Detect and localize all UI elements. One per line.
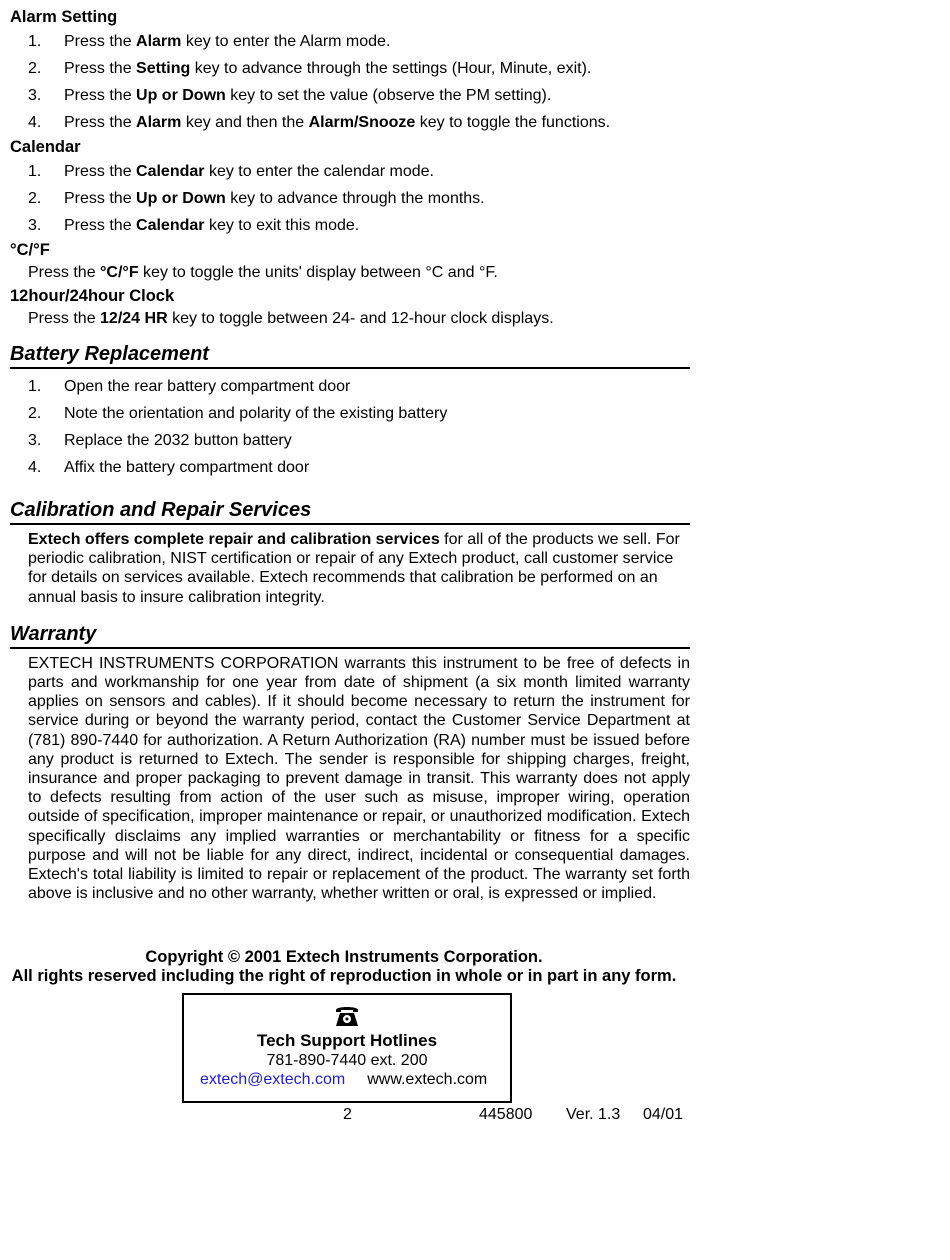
step-text: key to exit this mode. bbox=[204, 217, 360, 234]
support-title: Tech Support Hotlines bbox=[256, 1031, 438, 1050]
telephone-icon bbox=[333, 1001, 361, 1029]
step-number: 1. bbox=[28, 33, 42, 50]
step-text: key to enter the Alarm mode. bbox=[181, 33, 391, 50]
warranty-heading: Warranty bbox=[10, 621, 690, 649]
step-text: key to toggle the functions. bbox=[415, 114, 611, 131]
list-item bbox=[10, 158, 690, 185]
step-number: 2. bbox=[28, 60, 42, 77]
tech-support-box bbox=[182, 993, 512, 1103]
step-text: Press the bbox=[64, 33, 137, 50]
model-number: 445800 bbox=[479, 1106, 533, 1123]
calendar-steps-list bbox=[10, 158, 690, 239]
list-item bbox=[10, 427, 690, 454]
key-name: Up or Down bbox=[136, 87, 226, 104]
calibration-lead: Extech offers complete repair and calibration services bbox=[28, 531, 440, 548]
rights-line: All rights reserved including the right of reproduction in whole or in part in any form. bbox=[11, 967, 677, 985]
instruction-text: key to toggle between 24- and 12-hour clock displays. bbox=[167, 310, 554, 327]
step-text: Press the bbox=[64, 163, 137, 180]
step-text: key and then the bbox=[181, 114, 309, 131]
clock-heading: 12hour/24hour Clock bbox=[10, 287, 175, 305]
revision-date: 04/01 bbox=[643, 1106, 684, 1123]
step-text: Press the bbox=[64, 60, 137, 77]
step-text: key to enter the calendar mode. bbox=[204, 163, 434, 180]
calibration-heading: Calibration and Repair Services bbox=[10, 497, 690, 525]
support-phone: 781-890-7440 ext. 200 bbox=[266, 1052, 428, 1069]
instruction-text: Press the bbox=[28, 310, 101, 327]
units-heading: °C/°F bbox=[10, 241, 50, 259]
calendar-heading: Calendar bbox=[10, 138, 81, 156]
support-contacts bbox=[184, 1070, 510, 1089]
list-item bbox=[10, 55, 690, 82]
list-item bbox=[10, 82, 690, 109]
step-text: key to advance through the months. bbox=[225, 190, 485, 207]
list-item bbox=[10, 109, 690, 136]
key-name: Alarm/Snooze bbox=[308, 114, 416, 131]
step-text: Replace the 2032 button battery bbox=[64, 432, 292, 449]
step-text: key to advance through the settings (Hour, Minute, exit). bbox=[190, 60, 592, 77]
list-item bbox=[10, 373, 690, 400]
step-number: 1. bbox=[28, 163, 42, 180]
list-item bbox=[10, 400, 690, 427]
step-number: 3. bbox=[28, 87, 42, 104]
step-text: Note the orientation and polarity of the existing battery bbox=[64, 405, 448, 422]
list-item bbox=[10, 454, 690, 481]
step-text: Press the bbox=[64, 114, 137, 131]
step-text: Press the bbox=[64, 217, 137, 234]
warranty-paragraph: EXTECH INSTRUMENTS CORPORATION warrants this instrument to be free of defects in parts and workmanship for one year from date of shipment (a six month limited warranty applies on sensors and cables). If it should become necessary to return the instrument for service during or beyond the warranty period, contact the Customer Service Department at (781) 890-7440 for authorization. A Return Authorization (RA) number must be issued before any product is returned to Extech. The sender is responsible for shipping charges, freight, insurance and proper packaging to prevent damage in transit. This warranty does not apply to defects resulting from action of the user such as misuse, improper wiring, operation outside of specification, improper maintenance or repair, or unauthorized modification. Extech specifically disclaims any implied warranties or merchantability or fitness for a specific purpose and will not be liable for any direct, indirect, incidental or consequential damages. Extech's total liability is limited to repair or replacement of the product. The warranty set forth above is inclusive and no other warranty, whether written or oral, is expressed or implied. bbox=[28, 654, 690, 903]
step-number: 4. bbox=[28, 459, 42, 476]
list-item bbox=[10, 185, 690, 212]
step-text: Open the rear battery compartment door bbox=[64, 378, 351, 395]
calibration-body: for all of the products we sell. For periodic calibration, NIST certification or repair of any Extech product, call customer service for details on services available. Extech recommends that calibration be performed on an annual basis to insure calibration integrity. bbox=[28, 531, 680, 606]
battery-steps-list bbox=[10, 373, 690, 481]
calibration-paragraph bbox=[10, 530, 690, 607]
step-text: Press the bbox=[64, 87, 137, 104]
support-website[interactable]: www.extech.com bbox=[367, 1071, 488, 1088]
step-text: Affix the battery compartment door bbox=[64, 459, 310, 476]
key-name: 12/24 HR bbox=[100, 310, 168, 327]
instruction-text: key to toggle the units' display between °C and °F. bbox=[138, 264, 498, 281]
copyright-notice bbox=[10, 948, 678, 986]
battery-replacement-heading: Battery Replacement bbox=[10, 341, 690, 369]
key-name: Alarm bbox=[136, 114, 182, 131]
alarm-steps-list bbox=[10, 28, 690, 136]
step-number: 1. bbox=[28, 378, 42, 395]
key-name: Calendar bbox=[136, 217, 205, 234]
key-name: °C/°F bbox=[100, 264, 139, 281]
step-number: 2. bbox=[28, 405, 42, 422]
step-text: Press the bbox=[64, 190, 137, 207]
step-text: key to set the value (observe the PM setting). bbox=[225, 87, 552, 104]
key-name: Up or Down bbox=[136, 190, 226, 207]
version-label: Ver. 1.3 bbox=[566, 1106, 621, 1123]
key-name: Calendar bbox=[136, 163, 205, 180]
instruction-text: Press the bbox=[28, 264, 101, 281]
step-number: 2. bbox=[28, 190, 42, 207]
alarm-setting-heading: Alarm Setting bbox=[10, 8, 118, 26]
manual-page bbox=[10, 6, 690, 903]
support-email-link[interactable]: extech@extech.com bbox=[200, 1071, 346, 1088]
step-number: 3. bbox=[28, 432, 42, 449]
step-number: 4. bbox=[28, 114, 42, 131]
list-item bbox=[10, 212, 690, 239]
clock-instruction bbox=[10, 307, 690, 331]
units-instruction bbox=[10, 261, 690, 285]
key-name: Setting bbox=[136, 60, 191, 77]
key-name: Alarm bbox=[136, 33, 182, 50]
list-item bbox=[10, 28, 690, 55]
step-number: 3. bbox=[28, 217, 42, 234]
page-number: 2 bbox=[343, 1106, 352, 1123]
copyright-line: Copyright © 2001 Extech Instruments Corporation. bbox=[145, 948, 543, 966]
